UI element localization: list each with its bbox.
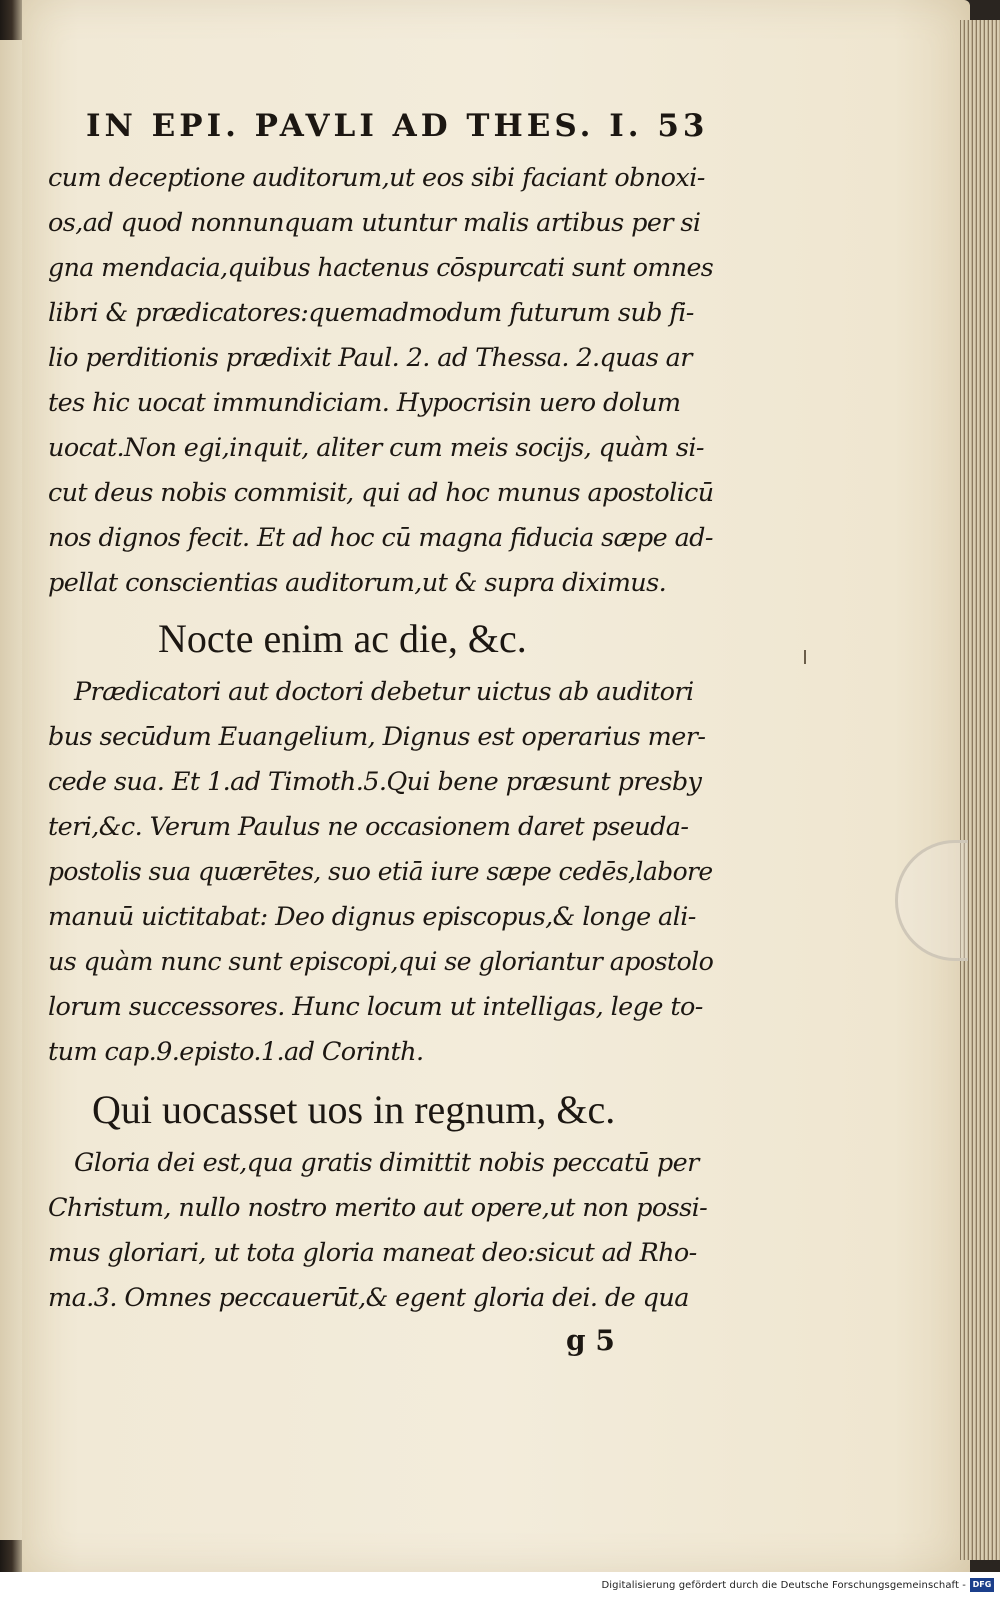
page-fore-edge [960,20,1000,1560]
text-line: libri & prædicatores:quemadmodum futurum sub fi- [48,298,694,328]
text-line: Gloria dei est,qua gratis dimittit nobis peccatū per [74,1148,699,1178]
paragraph-3 [48,1141,713,1321]
text-line: us quàm nunc sunt episcopi,qui se gloriantur apostolo [48,947,714,977]
text-line: Prædicatori aut doctori debetur uictus ab auditori [74,677,694,707]
signature-mark: g 5 [566,1324,615,1357]
text-line: cum deceptione auditorum,ut eos sibi faciant obnoxi- [48,163,705,193]
text-line: ma.3. Omnes peccauerūt,& egent gloria dei. de qua [48,1283,689,1313]
text-line: os,ad quod nonnunquam utuntur malis artibus per si [48,208,701,238]
dfg-logo: DFG [970,1578,994,1592]
paragraph-1 [48,156,713,606]
text-line: pellat conscientias auditorum,ut & supra diximus. [48,568,667,598]
ink-mark [804,650,806,664]
text-line: bus secūdum Euangelium, Dignus est operarius mer- [48,722,706,752]
text-line: mus gloriari, ut tota gloria maneat deo:sicut ad Rho- [48,1238,697,1268]
text-line: postolis sua quærētes, suo etiā iure sæpe cedēs,labore [48,857,713,887]
printed-text-block [48,108,713,1361]
text-line: cut deus nobis commisit, qui ad hoc munus apostolicū [48,478,714,508]
paragraph-2 [48,670,713,1075]
text-line: lorum successores. Hunc locum ut intelligas, lege to- [48,992,703,1022]
text-line: Christum, nullo nostro merito aut opere,ut non possi- [48,1193,708,1223]
funding-credit: Digitalisierung gefördert durch die Deutsche Forschungsgemeinschaft - [601,1580,966,1591]
section-heading-qui-uocasset: Qui uocasset uos in regnum, &c. [92,1087,616,1132]
text-line: tum cap.9.episto.1.ad Corinth. [48,1037,424,1067]
text-line: teri,&c. Verum Paulus ne occasionem daret pseuda- [48,812,689,842]
running-head: IN EPI. PAVLI AD THES. I. 53 [86,108,709,144]
text-line: cede sua. Et 1.ad Timoth.5.Qui bene præsunt presby [48,767,702,797]
text-line: lio perditionis prædixit Paul. 2. ad Thessa. 2.quas ar [48,343,692,373]
section-heading-nocte: Nocte enim ac die, &c. [158,616,527,661]
text-line: uocat.Non egi,inquit, aliter cum meis socijs, quàm si- [48,433,704,463]
text-line: gna mendacia,quibus hactenus cōspurcati sunt omnes [48,253,714,283]
text-line: manuū uictitabat: Deo dignus episcopus,& longe ali- [48,902,696,932]
text-line: nos dignos fecit. Et ad hoc cū magna fiducia sæpe ad- [48,523,713,553]
text-line: tes hic uocat immundiciam. Hypocrisin uero dolum [48,388,681,418]
